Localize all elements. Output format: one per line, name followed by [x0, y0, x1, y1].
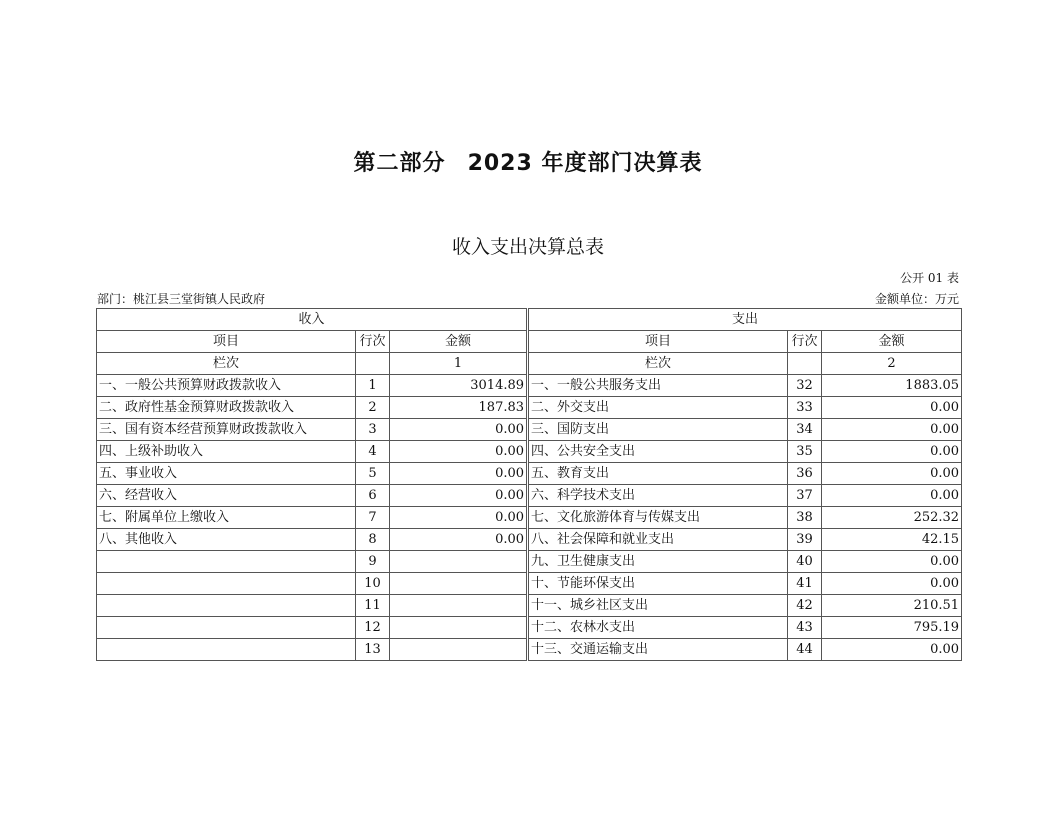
expense-amount: 795.19 [822, 617, 962, 639]
table-row [97, 639, 962, 661]
table-row [97, 375, 962, 397]
table-row [97, 397, 962, 419]
lanci-row [97, 353, 962, 375]
income-item [97, 595, 356, 617]
income-amount: 0.00 [390, 419, 527, 441]
expense-line: 32 [788, 375, 822, 397]
expense-item: 一、一般公共服务支出 [529, 375, 788, 397]
expense-item: 七、文化旅游体育与传媒支出 [529, 507, 788, 529]
expense-amount: 0.00 [822, 419, 962, 441]
expense-line: 35 [788, 441, 822, 463]
income-amount: 0.00 [390, 441, 527, 463]
lanci-left-num: 1 [390, 353, 527, 375]
income-amount [390, 639, 527, 661]
expense-line: 39 [788, 529, 822, 551]
expense-line: 44 [788, 639, 822, 661]
income-line: 1 [356, 375, 390, 397]
lanci-right: 栏次 [529, 353, 788, 375]
expense-amount: 0.00 [822, 397, 962, 419]
income-item: 八、其他收入 [97, 529, 356, 551]
col-item-left: 项目 [97, 331, 356, 353]
page-title [0, 146, 1056, 177]
income-item [97, 639, 356, 661]
income-line: 6 [356, 485, 390, 507]
expense-amount: 0.00 [822, 485, 962, 507]
expense-line: 37 [788, 485, 822, 507]
expense-amount: 42.15 [822, 529, 962, 551]
title-part: 第二部分 [353, 151, 446, 176]
expense-item: 十三、交通运输支出 [529, 639, 788, 661]
expense-item: 十二、农林水支出 [529, 617, 788, 639]
col-line-left: 行次 [356, 331, 390, 353]
column-header-row [97, 331, 962, 353]
expense-item: 五、教育支出 [529, 463, 788, 485]
income-line: 2 [356, 397, 390, 419]
table-title: 收入支出决算总表 [451, 236, 604, 258]
income-item: 三、国有资本经营预算财政拨款收入 [97, 419, 356, 441]
income-amount [390, 573, 527, 595]
expense-line: 41 [788, 573, 822, 595]
expense-amount: 0.00 [822, 573, 962, 595]
income-line: 13 [356, 639, 390, 661]
expense-line: 33 [788, 397, 822, 419]
lanci-left: 栏次 [97, 353, 356, 375]
expense-item: 八、社会保障和就业支出 [529, 529, 788, 551]
income-line: 12 [356, 617, 390, 639]
table-row [97, 529, 962, 551]
expense-item: 二、外交支出 [529, 397, 788, 419]
income-amount: 0.00 [390, 529, 527, 551]
expense-item: 四、公共安全支出 [529, 441, 788, 463]
income-item: 四、上级补助收入 [97, 441, 356, 463]
department-label: 部门：桃江县三堂街镇人民政府 [97, 292, 266, 306]
table-row [97, 617, 962, 639]
expense-amount: 210.51 [822, 595, 962, 617]
income-expense-table [96, 308, 962, 661]
lanci-right-num: 2 [822, 353, 962, 375]
table-row [97, 507, 962, 529]
table-code: 公开 01 表 [900, 271, 959, 285]
income-amount: 3014.89 [390, 375, 527, 397]
expense-item: 十、节能环保支出 [529, 573, 788, 595]
expense-line: 43 [788, 617, 822, 639]
income-line: 5 [356, 463, 390, 485]
col-line-right: 行次 [788, 331, 822, 353]
income-line: 4 [356, 441, 390, 463]
expense-amount: 0.00 [822, 551, 962, 573]
table-header-row [97, 309, 962, 331]
col-amount-left: 金额 [390, 331, 527, 353]
income-line: 8 [356, 529, 390, 551]
expense-amount: 0.00 [822, 463, 962, 485]
expense-amount: 252.32 [822, 507, 962, 529]
expense-header: 支出 [529, 309, 962, 331]
income-line: 11 [356, 595, 390, 617]
income-amount: 0.00 [390, 463, 527, 485]
expense-line: 38 [788, 507, 822, 529]
income-amount: 0.00 [390, 485, 527, 507]
col-item-right: 项目 [529, 331, 788, 353]
unit-label: 金额单位：万元 [874, 292, 959, 306]
table-row [97, 551, 962, 573]
income-item [97, 551, 356, 573]
income-amount [390, 595, 527, 617]
income-amount [390, 551, 527, 573]
table-row [97, 595, 962, 617]
income-item: 六、经营收入 [97, 485, 356, 507]
expense-item: 九、卫生健康支出 [529, 551, 788, 573]
title-year: 2023 年度部门决算表 [467, 151, 703, 176]
table-row [97, 485, 962, 507]
table-row [97, 419, 962, 441]
income-item: 七、附属单位上缴收入 [97, 507, 356, 529]
income-item [97, 617, 356, 639]
expense-amount: 0.00 [822, 639, 962, 661]
expense-amount: 1883.05 [822, 375, 962, 397]
income-line: 9 [356, 551, 390, 573]
income-item: 一、一般公共预算财政拨款收入 [97, 375, 356, 397]
income-line: 10 [356, 573, 390, 595]
expense-amount: 0.00 [822, 441, 962, 463]
table-row [97, 573, 962, 595]
income-amount: 0.00 [390, 507, 527, 529]
table-row [97, 463, 962, 485]
income-item: 二、政府性基金预算财政拨款收入 [97, 397, 356, 419]
expense-item: 十一、城乡社区支出 [529, 595, 788, 617]
income-amount [390, 617, 527, 639]
income-line: 7 [356, 507, 390, 529]
income-item [97, 573, 356, 595]
expense-item: 三、国防支出 [529, 419, 788, 441]
expense-line: 40 [788, 551, 822, 573]
col-amount-right: 金额 [822, 331, 962, 353]
income-line: 3 [356, 419, 390, 441]
expense-line: 36 [788, 463, 822, 485]
expense-item: 六、科学技术支出 [529, 485, 788, 507]
expense-line: 34 [788, 419, 822, 441]
table-row [97, 441, 962, 463]
income-item: 五、事业收入 [97, 463, 356, 485]
income-header: 收入 [97, 309, 527, 331]
expense-line: 42 [788, 595, 822, 617]
income-amount: 187.83 [390, 397, 527, 419]
